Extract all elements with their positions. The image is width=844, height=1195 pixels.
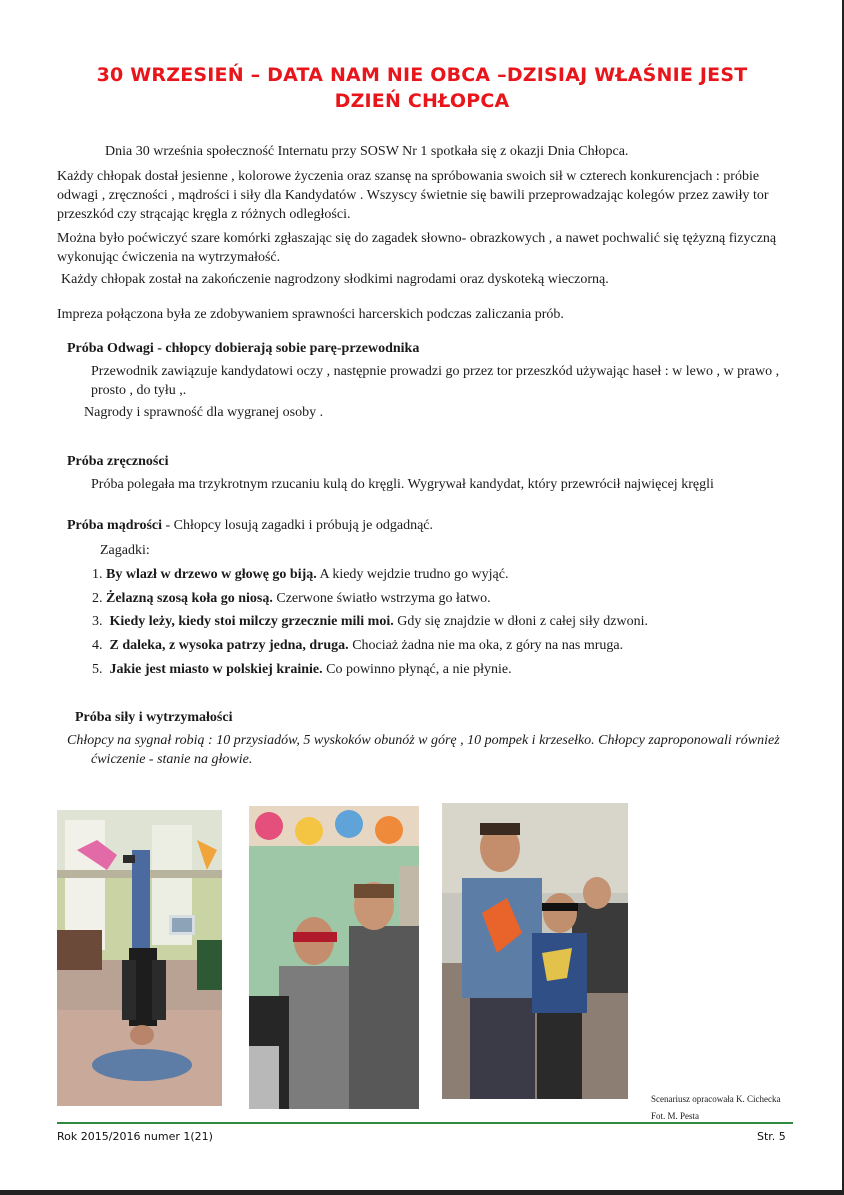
title-line-1: 30 WRZESIEŃ – DATA NAM NIE OBCA –DZISIAJ WŁAŚNIE JEST [96,64,748,86]
riddle-question: Z daleka, z wysoka patrzy jedna, druga. [109,638,349,653]
riddle-question: By wlazł w drzewo w głowę go biją. [106,567,317,582]
zrecznosc-heading: Próba zręczności [67,454,169,469]
riddle-number: 5. [92,662,103,677]
intro-paragraph-5: Impreza połączona była ze zdobywaniem sprawności harcerskich podczas zaliczania prób. [57,307,564,322]
riddle-question: Jakie jest miasto w polskiej krainie. [109,662,323,677]
scenario-credit: Scenariusz opracowała K. Cichecka [651,1094,781,1104]
intro-paragraph-2: Każdy chłopak dostał jesienne , kolorowe życzenia oraz szansę na spróbowania swoich sił w czterech konkurencjach : próbie odwagi , zręczności , mądrości i siły dla Kandydatów . Wszyscy świetnie się bawili przeprowadzając kolegów przez zawiły tor przeszkód czy strącając kręgla z różnych odległości. [57,169,769,222]
photo-boys-room [442,803,628,1099]
odwaga-prize: Nagrody i sprawność dla wygranej osoby . [84,405,324,420]
riddle-number: 1. [92,567,103,582]
madrosc-heading: Próba mądrości [67,518,163,533]
riddle-item [92,636,623,655]
photo-headstand [57,810,222,1106]
zrecznosc-text: Próba polegała ma trzykrotnym rzucaniu kulą do kręgli. Wygrywał kandydat, który przewrócił najwięcej kręgli [91,477,714,492]
sila-text: Chłopcy na sygnał robią : 10 przysiadów, 5 wyskoków obunóż w górę , 10 pompek i krzesełko. Chłopcy zaproponowali również ćwiczenie - stanie na głowie. [67,733,780,767]
photo-credit: Fot. M. Pesta [651,1111,700,1121]
page-title [40,62,804,114]
riddle-number: 4. [92,638,103,653]
riddle-item [92,589,491,608]
footer-issue: Rok 2015/2016 numer 1(21) [57,1130,213,1143]
intro-paragraph-4: Każdy chłopak został na zakończenie nagrodzony słodkimi nagrodami oraz dyskoteką wieczorną. [61,272,609,287]
riddle-item [92,565,508,584]
footer-divider [57,1122,793,1124]
madrosc-line [67,516,787,535]
riddle-number: 3. [92,614,103,629]
footer-page-number: Str. 5 [757,1130,786,1143]
riddles-label: Zagadki: [100,543,150,558]
intro-paragraph-3: Można było poćwiczyć szare komórki zgłaszając się do zagadek słowno- obrazkowych , a nawet pochwalić się tężyzną fizyczną wykonując ćwiczenia na wytrzymałość. [57,231,777,265]
title-line-2: DZIEŃ CHŁOPCA [334,90,510,112]
sila-heading: Próba siły i wytrzymałości [75,710,233,725]
intro-paragraph-1: Dnia 30 września społeczność Internatu przy SOSW Nr 1 spotkała się z okazji Dnia Chłopca. [105,144,629,159]
riddle-continuation: Gdy się znajdzie w dłoni z całej siły dzwoni. [393,614,648,629]
riddle-question: Kiedy leży, kiedy stoi milczy grzecznie mili moi. [109,614,394,629]
riddle-continuation: Czerwone światło wstrzyma go łatwo. [272,591,491,606]
riddle-item [92,660,512,679]
photo-blindfold [249,806,419,1109]
odwaga-text: Przewodnik zawiązuje kandydatowi oczy , następnie prowadzi go przez tor przeszkód używając haseł : w lewo , w prawo , prosto , do tyłu ,. [91,364,780,398]
riddle-continuation: Chociaż żadna nie ma oka, z góry na nas mruga. [348,638,624,653]
riddle-question: Żelazną szosą koła go niosą. [106,591,273,606]
madrosc-description: - Chłopcy losują zagadki i próbują je odgadnąć. [162,518,433,533]
riddle-continuation: A kiedy wejdzie trudno go wyjąć. [316,567,509,582]
riddle-continuation: Co powinno płynąć, a nie płynie. [322,662,512,677]
odwaga-heading: Próba Odwagi - chłopcy dobierają sobie parę-przewodnika [67,341,420,356]
riddle-number: 2. [92,591,103,606]
riddle-item [92,612,648,631]
page-edge-bottom [0,1190,844,1195]
